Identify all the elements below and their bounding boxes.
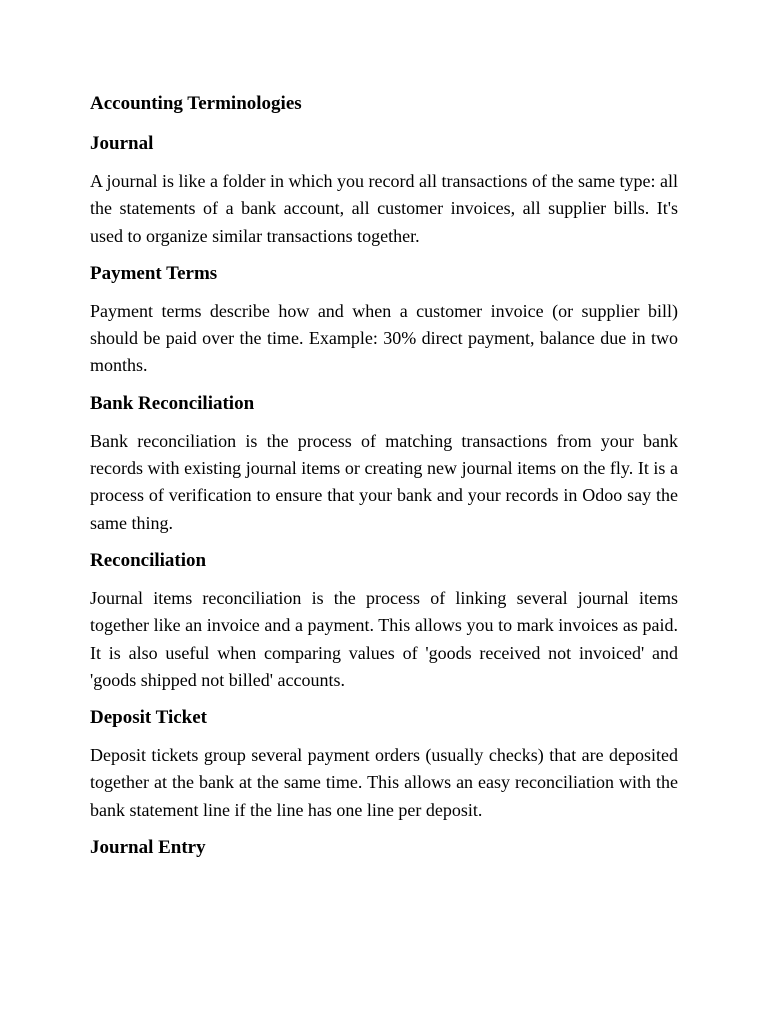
document-title: Accounting Terminologies: [90, 93, 302, 114]
section-heading: Reconciliation: [90, 549, 207, 571]
section-heading: Journal Entry: [90, 837, 206, 859]
section-body: A journal is like a folder in which you record all transactions of the same type: all the statements of a bank account, all customer invoices, all supplier bills. It's used to organize similar transactions together.: [90, 171, 678, 246]
section-bank-reconciliation: [90, 390, 678, 537]
section-heading: Journal: [90, 133, 154, 154]
section-body: Bank reconciliation is the process of matching transactions from your bank records with existing journal items or creating new journal items on the fly. It is a process of verification to ensure that your bank and your records in Odoo say the same thing.: [90, 430, 678, 533]
section-reconciliation: [90, 547, 678, 694]
document-content: [90, 90, 678, 872]
section-journal-entry: [90, 834, 678, 862]
section-deposit-ticket: [90, 704, 678, 824]
section-heading: Bank Reconciliation: [90, 392, 255, 414]
section-payment-terms: [90, 260, 678, 380]
section-body: Journal items reconciliation is the process of linking several journal items together like an invoice and a payment. This allows you to mark invoices as paid. It is also useful when comparing values of 'goods received not invoiced' and 'goods shipped not billed' accounts.: [90, 587, 678, 690]
section-body: Payment terms describe how and when a customer invoice (or supplier bill) should be paid over the time. Example: 30% direct payment, balance due in two months.: [90, 300, 678, 376]
section-journal: [90, 130, 678, 250]
section-heading: Deposit Ticket: [90, 707, 207, 729]
section-heading: Payment Terms: [90, 262, 218, 284]
section-body: Deposit tickets group several payment orders (usually checks) that are deposited together at the bank at the same time. This allows an easy reconciliation with the bank statement line if the line has one line per deposit.: [90, 745, 678, 820]
